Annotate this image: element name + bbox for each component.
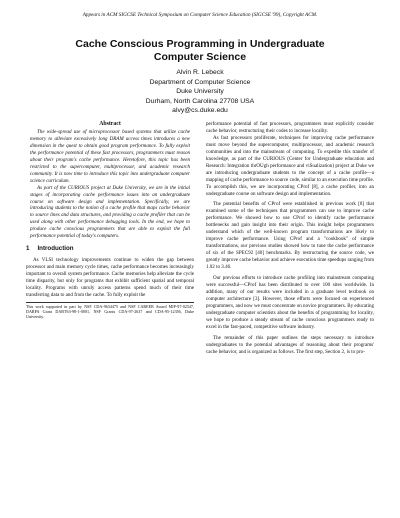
author-block (60, 68, 340, 116)
intro-paragraph-1: As VLSI technology improvements continue to widen the gap between processor and main memory cycle times, cache performance becomes increasingly important to overall system performance. Cache memories help alleviate the cycle time disparity, but only for programs that exhibit sufficient spatial and temporal locality. Programs with unruly access patterns spend much of their time transferring data to and from the cache. To fully exploit the (26, 257, 194, 298)
title-line-2: Computer Science (153, 51, 247, 63)
author-university: Duke University (176, 88, 224, 95)
body-paragraph-5: The remainder of this paper outlines the steps necessary to introduce undergraduates to the potential advantages of reasoning about their programs' cache behavior, and is organized as follows. The first step, Section 2, is to pro- (206, 334, 374, 355)
abstract (26, 129, 194, 240)
body-paragraph-3: The potential benefits of CProf were established in previous work [8] that examined some of the techniques that programmers can use to improve cache performance. We showed how to use CProf to identify cache performance bottlenecks and gain insight into their origin. This insight helps programmers understand which of the well-known program transformations are likely to improve cache performance. Using CProf and a "cookbook" of simple transformations, our previous studies showed how to tune the cache performance of six of the SPEC92 [40] benchmarks. By restructuring the source code, we greatly improve cache behavior and achieve execution time speedups ranging from 1.02 to 3.46. (206, 201, 374, 271)
abstract-heading: Abstract (99, 121, 121, 127)
author-email[interactable]: alvy@cs.duke.edu (172, 107, 228, 114)
abstract-paragraph-1: The wide-spread use of microprocessor based systems that utilize cache memory to alleviate excessively long DRAM access times introduces a new dimension in the quest to obtain good program performance. To fully exploit the performance potential of these fast processors, programmers must reason about their program's cache performance. Heretofore, this topic has been restricted to the supercomputer, multiprocessor, and academic research community. It is now time to introduce this topic into undergraduate computer science curriculum. (30, 129, 190, 184)
paper-title (30, 38, 370, 64)
section-1-heading (26, 246, 194, 253)
section-1-title: Introduction (37, 245, 74, 253)
left-column (26, 121, 194, 319)
author-name: Alvin R. Lebeck (176, 69, 224, 76)
abstract-paragraph-2: As part of the CURIOUS project at Duke University, we are in the initial stages of incorporating cache performance issues into an undergraduate course on software design and implementation. Specifically, we are introducing students to the notion of a cache profile that maps cache behavior to source lines and data structures, and providing a cache profiler that can be used along with other performance debugging tools. In the end, we hope to produce cache conscious programmers that are able to exploit the full performance potential of today's computers. (30, 184, 190, 240)
author-department: Department of Computer Science (149, 78, 251, 86)
body-paragraph-4: Our previous efforts to introduce cache profiling into mainstream computing were successful—CProf has been distributed to over 100 sites worldwide. In addition, many of our results were included in a graduate level textbook on computer architecture [3]. However, those efforts were focused on experienced programmers, and now we must concentrate on novice programmers. By educating undergraduate computer scientists about the benefits of programming for locality, we hope to produce a steady stream of cache conscious programmers ready to excel in the fast-paced, competitive software industry. (206, 275, 374, 330)
body-paragraph-1: performance potential of fast processors, programmers must explicitly consider cache behavior, restructuring their codes to increase locality. (206, 121, 374, 134)
author-address: Durham, North Carolina 27708 USA (145, 97, 255, 105)
title-line-1: Cache Conscious Programming in Undergraduate (75, 38, 325, 50)
body-paragraph-2: As fast processors proliferate, techniques for improving cache performance must move beyond the supercomputer, multiprocessor, and academic research communities and into the mainstream of computing. To expedite this transfer of knowledge, as part of the CURIOUS (Center for Undergraduate education and Research: Integration thrOUgh performance and viSualization) project at Duke we are introducing undergraduate students to the concept of a cache profile—a mapping of cache performance to source code, similar to an execution time profile. To accomplish this, we are incorporating CProf [8], a cache profiler, into an undergraduate course on software design and implementation. (206, 134, 374, 197)
running-head: Appears in ACM SIGCSE Technical Symposium on Computer Science Education (SIGCSE '99), Copyright ACM. (82, 12, 318, 18)
footnote: This work supported in part by NSF CDA-9634475 and NSF CAREER Award MIP-97-02547, DARPA Grant DABT63-98-1-0001, NSF Grants CDA-97-2637 and CDA-95-12356, Duke University. (26, 303, 194, 319)
section-1-number: 1 (26, 245, 30, 253)
right-column (206, 121, 374, 356)
